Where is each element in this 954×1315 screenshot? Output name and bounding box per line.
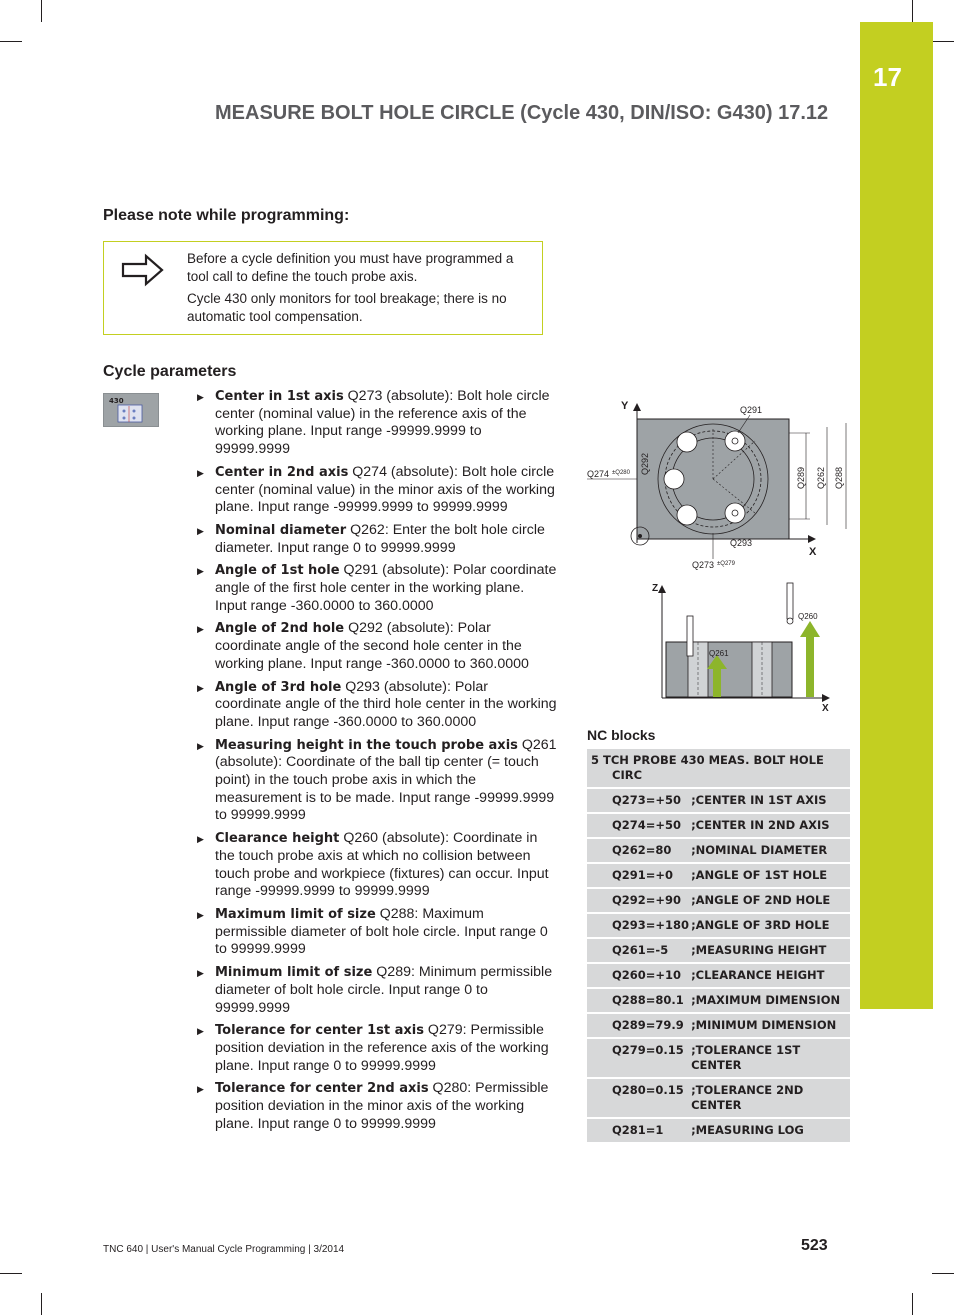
param-name: Center in 2nd axis — [215, 464, 349, 480]
crop-mark — [41, 0, 42, 22]
chapter-tab — [860, 22, 933, 1009]
nc-param: Q261=-5 — [587, 938, 691, 963]
list-item — [195, 464, 557, 517]
q292-label: Q292 — [640, 452, 650, 475]
param-name: Clearance height — [215, 831, 340, 847]
q291-label: Q291 — [740, 405, 763, 415]
param-name: Nominal diameter — [215, 522, 347, 538]
nc-blocks-title: NC blocks — [587, 727, 656, 743]
note-paragraph: Cycle 430 only monitors for tool breakage; there is no automatic tool compensation. — [187, 291, 507, 324]
softkey-label: 430 — [109, 397, 124, 405]
bullet-triangle-icon: ▶ — [197, 566, 204, 577]
bullet-triangle-icon: ▶ — [197, 624, 204, 635]
nc-param: Q274=+50 — [587, 813, 691, 838]
nc-param: Q292=+90 — [587, 888, 691, 913]
cycle-430-softkey[interactable] — [103, 393, 159, 427]
q279-label: ±Q279 — [717, 561, 735, 567]
table-row — [587, 813, 850, 838]
nc-comment: ;CLEARANCE HEIGHT — [691, 963, 850, 988]
nc-blocks-table — [587, 749, 850, 1144]
table-row — [587, 888, 850, 913]
param-desc: Q293 (absolute): Polar coordinate angle of the third hole center in the working plane. Input range -360.0000 to 360.0000 — [215, 678, 557, 730]
nc-comment: ;MEASURING HEIGHT — [691, 938, 850, 963]
nc-param: Q279=0.15 — [587, 1038, 691, 1078]
table-row — [587, 1118, 850, 1143]
nc-param: Q291=+0 — [587, 863, 691, 888]
nc-comment: ;MAXIMUM DIMENSION — [691, 988, 850, 1013]
param-desc: Q274 (absolute): Bolt hole circle center (nominal value) in the minor axis of the working plane. Input range -99999.9999 to 99999.9999 — [215, 463, 555, 516]
param-name: Minimum limit of size — [215, 965, 373, 981]
arrow-right-icon — [120, 252, 166, 288]
q273-label: Q273 — [692, 560, 715, 570]
param-desc: Q279: Permissible position deviation in the reference axis of the working plane. Input range 0 to 99999.9999 — [215, 1022, 549, 1074]
param-name: Measuring height in the touch probe axis — [215, 737, 518, 753]
bullet-triangle-icon: ▶ — [197, 909, 204, 920]
list-item — [195, 1080, 557, 1133]
param-desc: Q262: Enter the bolt hole circle diameter. Input range 0 to 99999.9999 — [215, 521, 545, 556]
table-row — [587, 913, 850, 938]
y-axis-label: Y — [621, 400, 629, 412]
nc-comment: ;TOLERANCE 1ST CENTER — [691, 1038, 850, 1078]
param-name: Maximum limit of size — [215, 906, 376, 922]
z-axis-label: Z — [652, 583, 659, 594]
crop-mark — [41, 1293, 42, 1315]
list-item — [195, 830, 557, 901]
crop-mark — [0, 1273, 22, 1274]
nc-comment: ;NOMINAL DIAMETER — [691, 838, 850, 863]
note-text — [187, 250, 537, 330]
table-row — [587, 1078, 850, 1118]
softkey-icon — [104, 394, 158, 426]
list-item — [195, 620, 557, 673]
nc-param: Q273=+50 — [587, 788, 691, 813]
param-desc: Q292 (absolute): Polar coordinate angle of the second hole center in the working plane. Input range -360.0000 to 360.0000 — [215, 620, 529, 672]
nc-comment: ;TOLERANCE 2ND CENTER — [691, 1078, 850, 1118]
bullet-triangle-icon: ▶ — [197, 392, 204, 402]
nc-comment: ;MEASURING LOG — [691, 1118, 850, 1143]
table-row — [587, 863, 850, 888]
list-item — [195, 1022, 557, 1075]
table-row — [587, 963, 850, 988]
table-row — [587, 788, 850, 813]
param-desc: Q273 (absolute): Bolt hole circle center (nominal value) in the reference axis of the working plane. Input range -99999.9999 to 99999.9999 — [215, 388, 550, 458]
table-row — [587, 1013, 850, 1038]
page-number: 523 — [801, 1237, 828, 1254]
nc-param: Q260=+10 — [587, 963, 691, 988]
q274-label: Q274 — [587, 469, 610, 479]
crop-mark — [932, 1273, 954, 1274]
q261-label: Q261 — [709, 649, 729, 658]
bullet-triangle-icon: ▶ — [197, 1026, 204, 1037]
top-view — [587, 400, 846, 570]
param-name: Angle of 2nd hole — [215, 621, 345, 637]
bullet-triangle-icon: ▶ — [197, 968, 204, 979]
crop-mark — [912, 0, 913, 22]
table-row — [587, 749, 850, 788]
param-name: Tolerance for center 1st axis — [215, 1023, 424, 1039]
param-name: Angle of 1st hole — [215, 563, 340, 579]
crop-mark — [0, 41, 22, 42]
q260-label: Q260 — [798, 612, 818, 621]
footer-text: TNC 640 | User's Manual Cycle Programming | 3/2014 — [103, 1244, 345, 1255]
param-desc: Q261 (absolute): Coordinate of the ball tip center (= touch point) in the touch probe axis in which the measurement is to be made. Input range -99999.9999 to 99999.9999 — [215, 736, 557, 824]
q280-label: ±Q280 — [612, 470, 630, 476]
x-axis-side-label: X — [822, 703, 829, 714]
list-item — [195, 737, 557, 826]
q293-label: Q293 — [730, 538, 753, 548]
bolt-hole-circle-diagram — [580, 393, 855, 718]
table-row — [587, 1038, 850, 1078]
param-desc: Q260 (absolute): Coordinate in the touch probe axis at which no collision between touch probe and workpiece (fixtures) can occur. Input range -99999.9999 to 99999.9999 — [215, 830, 549, 900]
list-item — [195, 679, 557, 732]
param-desc: Q289: Minimum permissible diameter of bolt hole circle. Input range 0 to 99999.9999 — [215, 964, 553, 1016]
cycle-parameters-heading: Cycle parameters — [103, 363, 237, 380]
bullet-triangle-icon: ▶ — [197, 1084, 204, 1095]
note-heading: Please note while programming: — [103, 207, 350, 224]
nc-comment: ;CENTER IN 2ND AXIS — [691, 813, 850, 838]
nc-param: Q280=0.15 — [587, 1078, 691, 1118]
table-row — [587, 838, 850, 863]
list-item — [195, 562, 557, 615]
nc-comment: ;CENTER IN 1ST AXIS — [691, 788, 850, 813]
crop-mark — [932, 41, 954, 42]
nc-comment: ;ANGLE OF 1ST HOLE — [691, 863, 850, 888]
nc-header: 5 TCH PROBE 430 MEAS. BOLT HOLE CIRC — [591, 753, 824, 782]
x-axis-label: X — [809, 546, 817, 558]
bullet-triangle-icon: ▶ — [197, 682, 204, 693]
nc-comment: ;ANGLE OF 3RD HOLE — [691, 913, 850, 938]
page-header-title: MEASURE BOLT HOLE CIRCLE (Cycle 430, DIN/ISO: G430) 17.12 — [215, 102, 829, 124]
q288-label: Q288 — [834, 466, 844, 489]
crop-mark — [912, 1293, 913, 1315]
nc-param: Q288=80.1 — [587, 988, 691, 1013]
nc-comment: ;MINIMUM DIMENSION — [691, 1013, 850, 1038]
list-item — [195, 522, 557, 557]
parameter-list — [195, 388, 557, 1138]
param-name: Tolerance for center 2nd axis — [215, 1081, 429, 1097]
q289-label: Q289 — [796, 466, 806, 489]
param-desc: Q291 (absolute): Polar coordinate angle of the first hole center in the working plane. Input range -360.0000 to 360.0000 — [215, 562, 557, 614]
side-view — [652, 583, 830, 714]
chapter-number: 17 — [873, 62, 902, 92]
nc-param: Q293=+180 — [587, 913, 691, 938]
list-item — [195, 964, 557, 1017]
table-row — [587, 938, 850, 963]
bullet-triangle-icon: ▶ — [197, 467, 204, 478]
nc-comment: ;ANGLE OF 2ND HOLE — [691, 888, 850, 913]
param-desc: Q288: Maximum permissible diameter of bolt hole circle. Input range 0 to 99999.9999 — [215, 905, 548, 958]
nc-param: Q281=1 — [587, 1118, 691, 1143]
param-name: Angle of 3rd hole — [215, 679, 342, 695]
param-desc: Q280: Permissible position deviation in the minor axis of the working plane. Input range 0 to 99999.9999 — [215, 1080, 549, 1132]
bullet-triangle-icon: ▶ — [197, 740, 204, 751]
bullet-triangle-icon: ▶ — [197, 525, 204, 536]
q262-label: Q262 — [816, 466, 826, 489]
note-paragraph: Before a cycle definition you must have programmed a tool call to define the touch probe axis. — [187, 251, 514, 284]
table-row — [587, 988, 850, 1013]
nc-param: Q262=80 — [587, 838, 691, 863]
list-item — [195, 388, 557, 459]
param-name: Center in 1st axis — [215, 389, 344, 404]
list-item — [195, 906, 557, 959]
nc-param: Q289=79.9 — [587, 1013, 691, 1038]
bullet-triangle-icon: ▶ — [197, 834, 204, 845]
note-box — [103, 241, 543, 335]
